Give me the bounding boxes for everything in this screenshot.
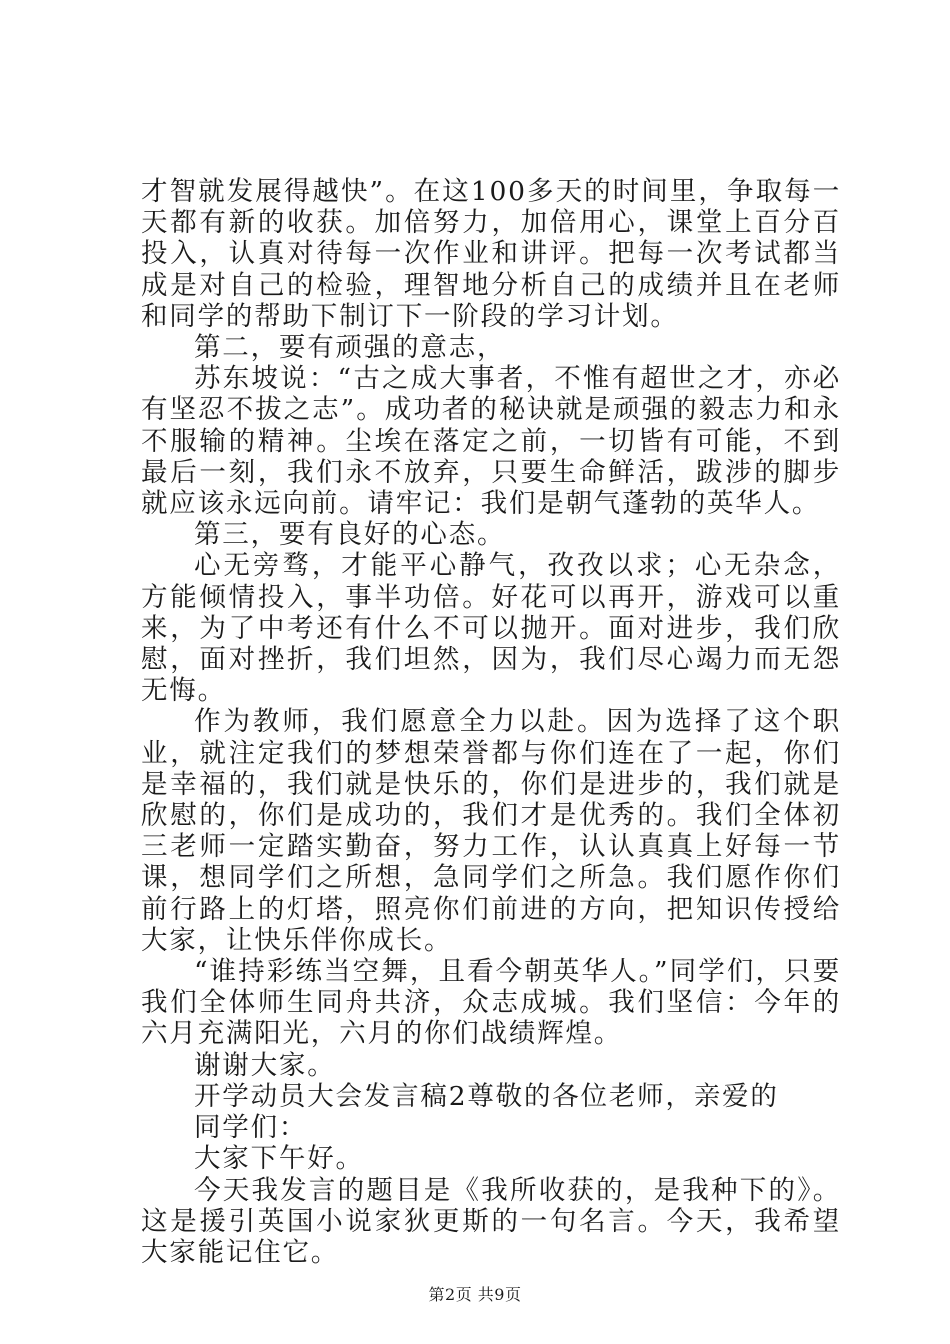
paragraph-4: 第三，要有良好的心态。 [194,519,506,551]
paragraph-10: 同学们： [194,1112,308,1144]
page-footer: 第2页 共9页 [428,1285,522,1304]
paragraph-8: 谢谢大家。 [194,1049,336,1081]
paragraph-7: “谁持彩练当空舞，且看今朝英华人。”同学们，只要我们全体师生同舟共济，众志成城。我们坚信：今年的六月充满阳光，六月的你们战绩辉煌。 [141,956,841,1050]
paragraph-12: 今天我发言的题目是《我所收获的，是我种下的》。这是援引英国小说家狄更斯的一句名言。今天，我希望大家能记住它。 [141,1174,841,1268]
document-body [141,176,841,1268]
paragraph-9: 开学动员大会发言稿2尊敬的各位老师，亲爱的 [194,1080,779,1112]
paragraph-11: 大家下午好。 [194,1143,364,1175]
paragraph-1: 才智就发展得越快”。在这100多天的时间里，争取每一天都有新的收获。加倍努力，加倍用心，课堂上百分百投入，认真对待每一次作业和讲评。把每一次考试都当成是对自己的检验，理智地分析自己的成绩并且在老师和同学的帮助下制订下一阶段的学习计划。 [141,176,841,332]
paragraph-6: 作为教师，我们愿意全力以赴。因为选择了这个职业，就注定我们的梦想荣誉都与你们连在了一起，你们是幸福的，我们就是快乐的，你们是进步的，我们就是欣慰的，你们是成功的，我们才是优秀的。我们全体初三老师一定踏实勤奋，努力工作，认认真真上好每一节课，想同学们之所想，急同学们之所急。我们愿作你们前行路上的灯塔，照亮你们前进的方向，把知识传授给大家，让快乐伴你成长。 [141,706,841,956]
paragraph-5: 心无旁骛，才能平心静气，孜孜以求；心无杂念，方能倾情投入，事半功倍。好花可以再开，游戏可以重来，为了中考还有什么不可以抛开。面对进步，我们欣慰，面对挫折，我们坦然，因为，我们尽心竭力而无怨无悔。 [141,550,841,707]
paragraph-2: 第二，要有顽强的意志， [194,332,506,364]
paragraph-3: 苏东坡说：“古之成大事者，不惟有超世之才，亦必有坚忍不拔之志”。成功者的秘诀就是顽强的毅志力和永不服输的精神。尘埃在落定之前，一切皆有可能，不到最后一刻，我们永不放弃，只要生命鲜活，跋涉的脚步就应该永远向前。请牢记：我们是朝气蓬勃的英华人。 [141,363,841,520]
